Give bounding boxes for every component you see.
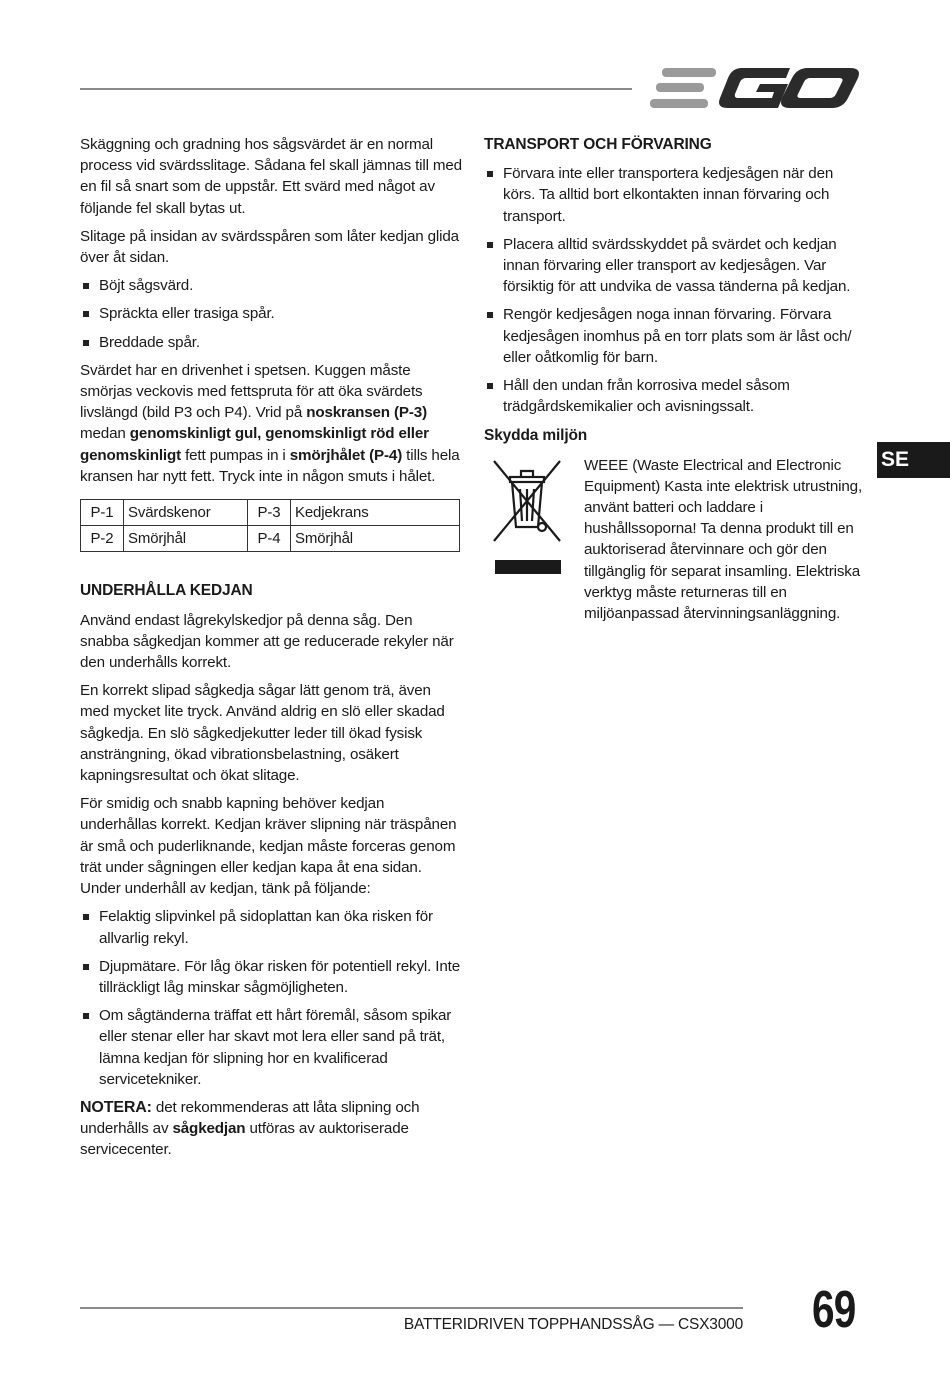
list-item: Djupmätare. För låg ökar risken för potentiell rekyl. Inte tillräckligt låg minskar sågmöjligheten. [80,956,462,998]
storage-list [484,163,864,417]
footer-rule [80,1307,743,1309]
paragraph-sharpening: För smidig och snabb kapning behöver kedjan underhållas korrekt. Kedjan kräver slipning när träspånen är små och puderliknande, kedjan måste forceras genom trät under sågningen eller kedjan kapa åt ena sidan. Under underhåll av kedjan, tänk på följande: [80,795,457,898]
weee-section [484,455,864,625]
paragraph-bar-wear: Skäggning och gradning hos sågsvärdet är en normal process vid svärdsslitage. Sådana fel skall jämnas till med en fil så snart som de uppstår. Ett svärd med något av följande fel skall bytas ut. [80,136,462,217]
parts-table [80,499,460,552]
note-label: NOTERA: [80,1098,152,1116]
paragraph-groove-wear: Slitage på insidan av svärdsspåren som låter kedjan glida över åt sidan. [80,227,459,267]
list-item: Håll den undan från korrosiva medel såsom trädgårdskemikalier och avisningssalt. [484,375,864,417]
crossed-out-bin-icon [490,457,566,577]
ego-logo [650,62,862,114]
list-item: Breddade spår. [80,332,462,353]
header-rule [80,88,632,90]
paragraph-low-kickback: Använd endast lågrekylskedjor på denna såg. Den snabba sågkedjan kommer att ge reducerade rekyler när den underhålls korrekt. [80,611,454,672]
right-column [484,134,864,625]
list-item: Förvara inte eller transportera kedjesågen när den körs. Ta alltid bort elkontakten innan förvaring och transport. [484,163,864,227]
heading-transport-storage: TRANSPORT OCH FÖRVARING [484,136,712,153]
part-code: P-2 [81,526,124,552]
part-name: Svärdskenor [124,500,248,526]
chain-maintenance-list [80,906,462,1090]
part-code: P-1 [81,500,124,526]
part-name: Kedjekrans [291,500,460,526]
part-name: Smörjhål [124,526,248,552]
note-paragraph: NOTERA: det rekommenderas att låta slipning och underhålls av sågkedjan utföras av auktoriserade servicecenter. [80,1098,420,1159]
part-name: Smörjhål [291,526,460,552]
heading-chain-maintenance: UNDERHÅLLA KEDJAN [80,582,253,600]
paragraph-sprocket-lubrication: Svärdet har en drivenhet i spetsen. Kuggen måste smörjas veckovis med fettspruta för att öka svärdets livslängd (bild P3 och P4). Vrid på noskransen (P-3) medan genomskinligt gul, genomskinligt röd eller genomskinligt fett pumpas in i smörjhålet (P-4) tills hela kransen har nytt fett. Tryck inte in någon smuts i hålet. [80,361,460,485]
weee-text: WEEE (Waste Electrical and Electronic Equipment) Kasta inte elektrisk utrustning, använt batteri och laddare i hushållssoporna! Ta denna produkt till en auktoriserad återvinnare och gör den tillgänglig för separat insamling. Elektriska verktyg måste returneras till en miljöanpassad återvinningsanläggning. [584,456,863,623]
left-column [80,134,462,1168]
bar-defect-list [80,275,462,353]
part-code: P-3 [248,500,291,526]
list-item: Placera alltid svärdsskyddet på svärdet och kedjan innan förvaring eller transport av kedjesågen. Var försiktig för att undvika de vassa tänderna på kedjan. [484,234,864,298]
footer-title: BATTERIDRIVEN TOPPHANDSSÅG — CSX3000 [403,1316,743,1333]
list-item: Rengör kedjesågen noga innan förvaring. Förvara kedjesågen inomhus på en torr plats som är låst och/ eller oåtkomlig för barn. [484,304,864,368]
language-tab: SE [877,442,950,478]
list-item: Om sågtänderna träffat ett hårt föremål, såsom spikar eller stenar eller har skavt mot lera eller sand på trät, lämna kedjan för slipning hor en kvalificerad servicetekniker. [80,1005,462,1090]
heading-environment: Skydda miljön [484,427,588,445]
table-row [81,526,460,552]
paragraph-sharp-chain: En korrekt slipad sågkedja sågar lätt genom trä, även med mycket lite tryck. Använd aldrig en slö eller skadad sågkedja. En slö sågkedjekutter leder till ökad fysisk ansträngning, ökad vibrationsbelastning, osäkert kapningsresultat och ökat slitage. [80,682,445,785]
list-item: Felaktig slipvinkel på sidoplattan kan öka risken för allvarlig rekyl. [80,906,462,948]
page-number: 69 [812,1281,856,1339]
list-item: Spräckta eller trasiga spår. [80,303,462,324]
list-item: Böjt sågsvärd. [80,275,462,296]
part-code: P-4 [248,526,291,552]
table-row [81,500,460,526]
